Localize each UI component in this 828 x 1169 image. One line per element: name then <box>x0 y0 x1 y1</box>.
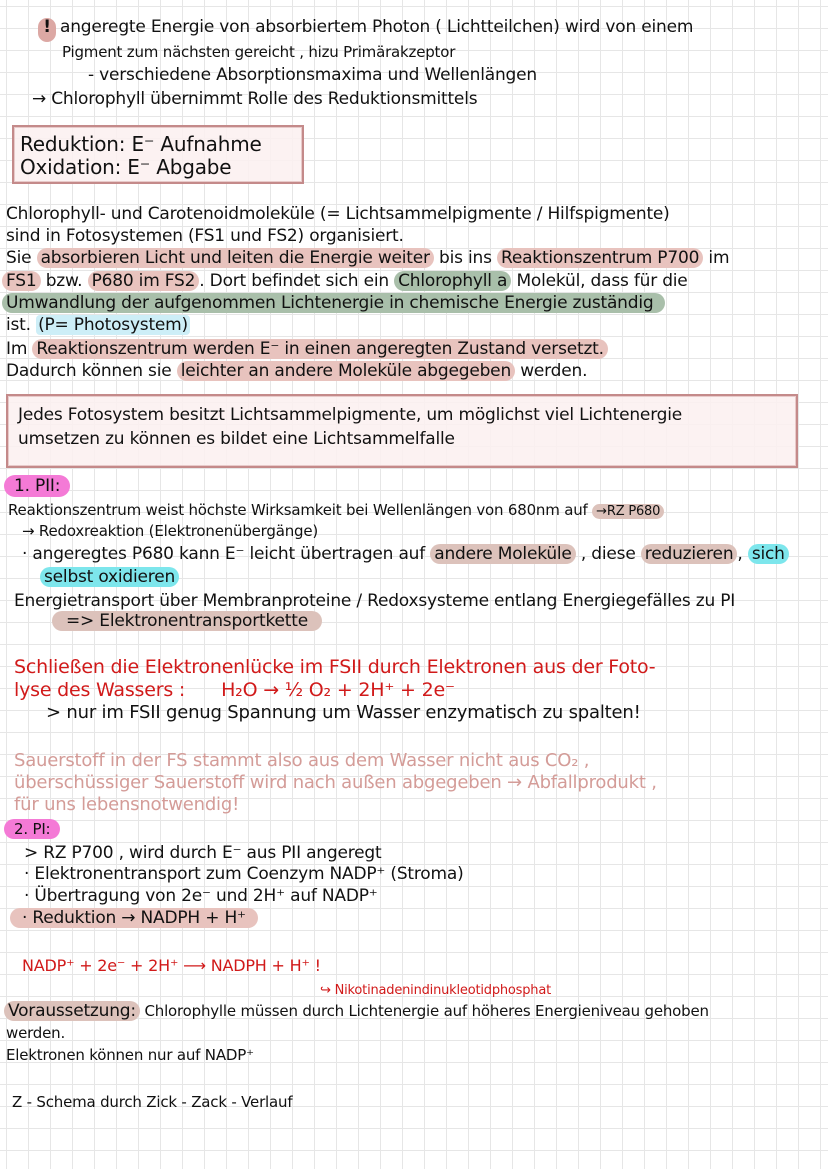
pigments-line-1: Chlorophyll- und Carotenoidmoleküle (= Lichtsammelpigmente / Hilfspigmente) <box>6 204 670 224</box>
highlight-donate: leichter an andere Moleküle abgegeben <box>177 361 515 381</box>
intro-line-3: - verschiedene Absorptionsmaxima und Wellenlängen <box>88 65 537 85</box>
highlight-p680: P680 im FS2 <box>88 271 200 291</box>
ps2-line-6 <box>52 612 322 630</box>
highlight-absorb: absorbieren Licht und leiten die Energie weiter <box>37 248 434 268</box>
pigments-line-8: Dadurch können sie leichter an andere Moleküle abgegeben werden. <box>6 361 588 381</box>
intro-line-1: ! angeregte Energie von absorbiertem Photon ( Lichtteilchen) wird von einem <box>38 18 693 42</box>
ps1-line-2: · Elektronentransport zum Coenzym NADP⁺ (Stroma) <box>24 864 464 884</box>
pigments-line-2: sind in Fotosystemen (FS1 und FS2) organisiert. <box>6 226 404 246</box>
oxygen-line-2: überschüssiger Sauerstoff wird nach außen abgegeben → Abfallprodukt , <box>14 772 657 793</box>
highlight-rz-p680: →RZ P680 <box>592 504 664 519</box>
highlight-reduction: · Reduktion → NADPH + H⁺ <box>10 908 258 928</box>
light-trap-line-1: Jedes Fotosystem besitzt Lichtsammelpigmente, um möglichst viel Lichtenergie <box>18 405 683 425</box>
requirement-line-3: Elektronen können nur auf NADP⁺ <box>6 1046 254 1064</box>
ps2-line-3: · angeregtes P680 kann E⁻ leicht übertragen auf andere Moleküle , diese reduzieren , sich <box>22 545 789 563</box>
z-scheme-note: Z - Schema durch Zick - Zack - Verlauf <box>12 1093 293 1111</box>
light-trap-line-2: umsetzen zu können es bildet eine Lichtsammelfalle <box>18 429 455 449</box>
ps2-line-1: Reaktionszentrum weist höchste Wirksamkeit bei Wellenlängen von 680nm auf →RZ P680 <box>8 501 664 521</box>
section-ps1-tag: 2. PI: <box>4 820 60 838</box>
pigments-line-4: FS1 bzw. P680 im FS2 . Dort befindet sich ein Chlorophyll a Molekül, dass für die <box>2 272 688 290</box>
intro-line-2: Pigment zum nächsten gereicht , hizu Primärakzeptor <box>62 43 456 61</box>
highlight-chlorophyll-a: Chlorophyll a <box>394 271 511 291</box>
ps2-line-5: Energietransport über Membranproteine / Redoxsysteme entlang Energiegefälles zu PI <box>14 591 736 611</box>
ps2-line-4: selbst oxidieren <box>40 568 179 586</box>
requirement-line-2: werden. <box>6 1024 66 1042</box>
ps1-line-4 <box>10 909 258 927</box>
ps1-line-3: · Übertragung von 2e⁻ und 2H⁺ auf NADP⁺ <box>24 886 378 906</box>
oxygen-line-3: für uns lebensnotwendig! <box>14 794 240 815</box>
section-ps2-tag: 1. PII: <box>4 477 70 495</box>
highlight-requirement: Voraussetzung: <box>4 1001 140 1021</box>
photolysis-line-1: Schließen die Elektronenlücke im FSII durch Elektronen aus der Foto- <box>14 656 656 678</box>
pigments-line-7: Im Reaktionszentrum werden E⁻ in einen angeregten Zustand versetzt. <box>6 340 608 358</box>
highlight-conversion: Umwandlung der aufgenommen Lichtenergie in chemische Energie zuständig <box>2 293 665 313</box>
oxidation-definition: Oxidation: E⁻ Abgabe <box>20 155 232 179</box>
nadp-equation: NADP⁺ + 2e⁻ + 2H⁺ ⟶ NADPH + H⁺ ! <box>22 956 321 975</box>
highlight-reaction-center-p700: Reaktionszentrum P700 <box>497 248 703 268</box>
requirement-line-1: Voraussetzung: Chlorophylle müssen durch Lichtenergie auf höheres Energieniveau gehoben <box>4 1002 709 1020</box>
pigments-line-3: Sie absorbieren Licht und leiten die Energie weiter bis ins Reaktionszentrum P700 im <box>6 248 730 268</box>
exclamation-icon: ! <box>38 18 56 42</box>
photolysis-line-2: lyse des Wassers : H₂O → ½ O₂ + 2H⁺ + 2e⁻ <box>14 679 455 701</box>
pigments-line-5 <box>2 294 665 312</box>
ps2-line-2: → Redoxreaktion (Elektronenübergänge) <box>22 522 319 540</box>
oxygen-line-1: Sauerstoff in der FS stammt also aus dem Wasser nicht aus CO₂ , <box>14 750 590 771</box>
highlight-excited-state: Reaktionszentrum werden E⁻ in einen angeregten Zustand versetzt. <box>32 339 607 359</box>
nadp-full-name: ↪ Nikotinadenindinukleotidphosphat <box>320 983 552 998</box>
reduction-definition: Reduktion: E⁻ Aufnahme <box>20 132 262 156</box>
ps1-line-1: > RZ P700 , wird durch E⁻ aus PII angeregt <box>24 843 382 863</box>
intro-line-4: → Chlorophyll übernimmt Rolle des Reduktionsmittels <box>32 89 478 109</box>
pigments-line-6: ist. (P= Photosystem) <box>6 315 188 335</box>
photolysis-line-3: > nur im FSII genug Spannung um Wasser enzymatisch zu spalten! <box>46 702 641 723</box>
highlight-electron-transport-chain: => Elektronentransportkette <box>52 611 322 631</box>
